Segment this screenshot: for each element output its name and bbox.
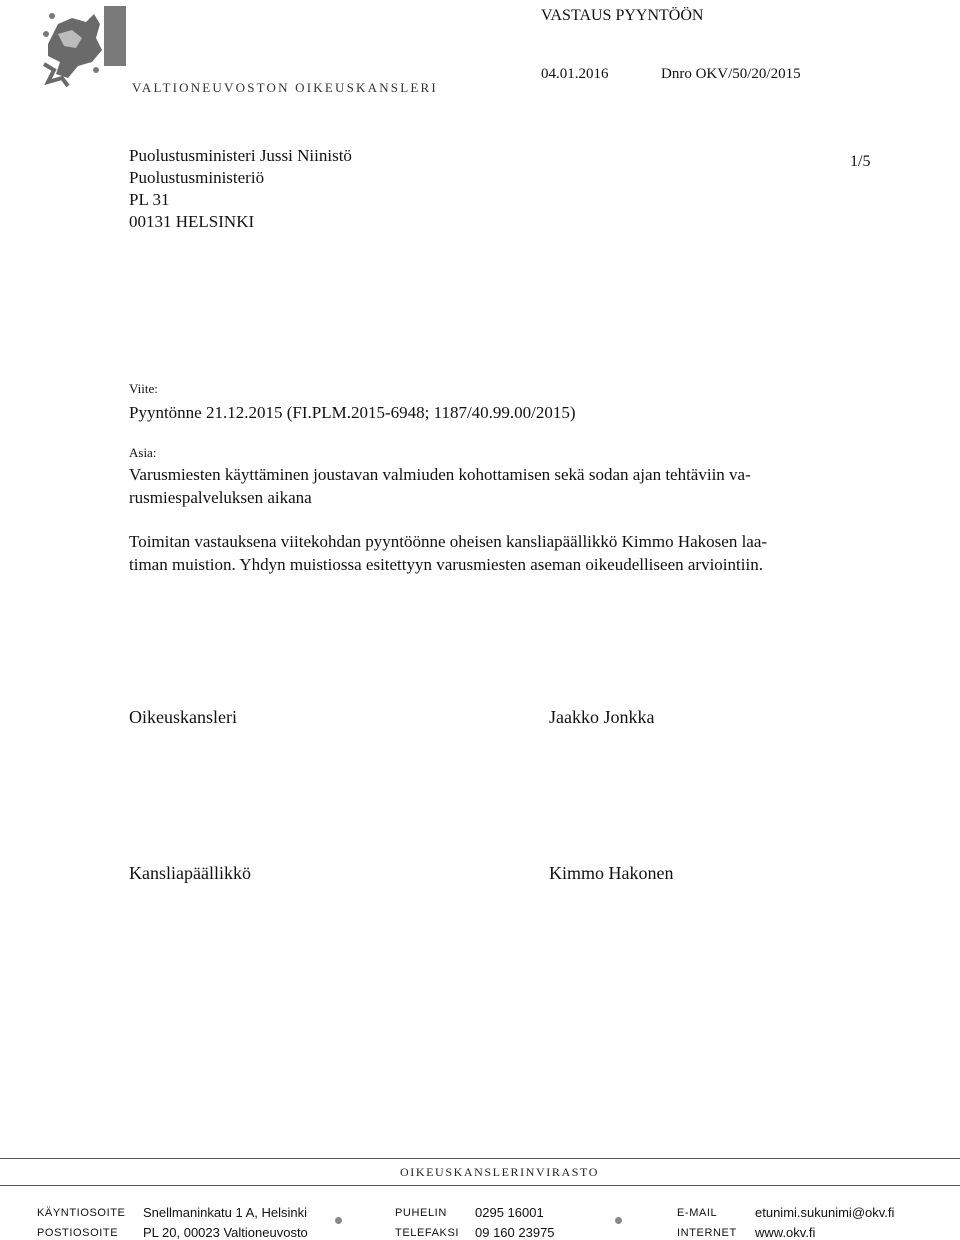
page-number: 1/5 xyxy=(850,153,871,170)
recipient-line: 00131 HELSINKI xyxy=(129,212,255,231)
postal-address-label: POSTIOSOITE xyxy=(37,1227,119,1239)
body-paragraph xyxy=(129,530,869,576)
subject-label: Asia: xyxy=(129,445,157,460)
organization-name: VALTIONEUVOSTON OIKEUSKANSLERI xyxy=(132,80,438,95)
email-address[interactable]: etunimi.sukunimi@okv.fi xyxy=(755,1205,895,1220)
fax-label: TELEFAKSI xyxy=(395,1227,460,1239)
body-line: timan muistion. Yhdyn muistiossa esitettyyn varusmiesten aseman oikeudelliseen arviointiin. xyxy=(129,555,763,574)
reference-label: Viite: xyxy=(129,381,158,396)
visiting-address-label: KÄYNTIOSOITE xyxy=(37,1207,126,1219)
phone-number: 0295 16001 xyxy=(475,1205,544,1220)
document-dnro: Dnro OKV/50/20/2015 xyxy=(661,66,801,82)
subject-line xyxy=(129,463,869,486)
lion-coat-of-arms-icon xyxy=(38,4,126,88)
subject-text xyxy=(129,463,869,509)
postal-address: PL 20, 00023 Valtioneuvosto xyxy=(143,1225,308,1240)
reference-value: Pyyntönne 21.12.2015 (FI.PLM.2015-6948; 1187/40.99.00/2015) xyxy=(129,403,576,422)
recipient-line: PL 31 xyxy=(129,190,170,209)
phone-label: PUHELIN xyxy=(395,1207,447,1219)
footer-separator-dot xyxy=(335,1217,342,1224)
visiting-address: Snellmaninkatu 1 A, Helsinki xyxy=(143,1205,308,1220)
document-date: 04.01.2016 xyxy=(541,66,609,82)
website-link[interactable]: www.okv.fi xyxy=(755,1225,816,1240)
body-line: Toimitan vastauksena viitekohdan pyyntöönne oheisen kansliapäällikkö Kimmo Hakosen laa- xyxy=(129,532,768,551)
recipient-line: Puolustusministeri Jussi Niinistö xyxy=(129,146,352,165)
email-label: E-MAIL xyxy=(677,1207,718,1219)
signature-title: Oikeuskansleri xyxy=(129,707,237,727)
footer-organization: OIKEUSKANSLERINVIRASTO xyxy=(400,1165,599,1179)
footer-separator-dot xyxy=(615,1217,622,1224)
footer-divider-top xyxy=(0,1158,960,1159)
recipient-line: Puolustusministeriö xyxy=(129,168,265,187)
signature-name: Jaakko Jonkka xyxy=(549,707,655,727)
internet-label: INTERNET xyxy=(677,1227,737,1239)
subject-line-text: Varusmiesten käyttäminen joustavan valmiuden kohottamisen sekä sodan ajan tehtäviin va- xyxy=(129,465,751,484)
recipient-address xyxy=(129,145,352,233)
fax-number: 09 160 23975 xyxy=(475,1225,555,1240)
signature-title: Kansliapäällikkö xyxy=(129,863,251,883)
document-type: VASTAUS PYYNTÖÖN xyxy=(541,7,704,24)
signature-name: Kimmo Hakonen xyxy=(549,863,674,883)
footer-divider-bottom xyxy=(0,1185,960,1186)
subject-line: rusmiespalveluksen aikana xyxy=(129,488,312,507)
